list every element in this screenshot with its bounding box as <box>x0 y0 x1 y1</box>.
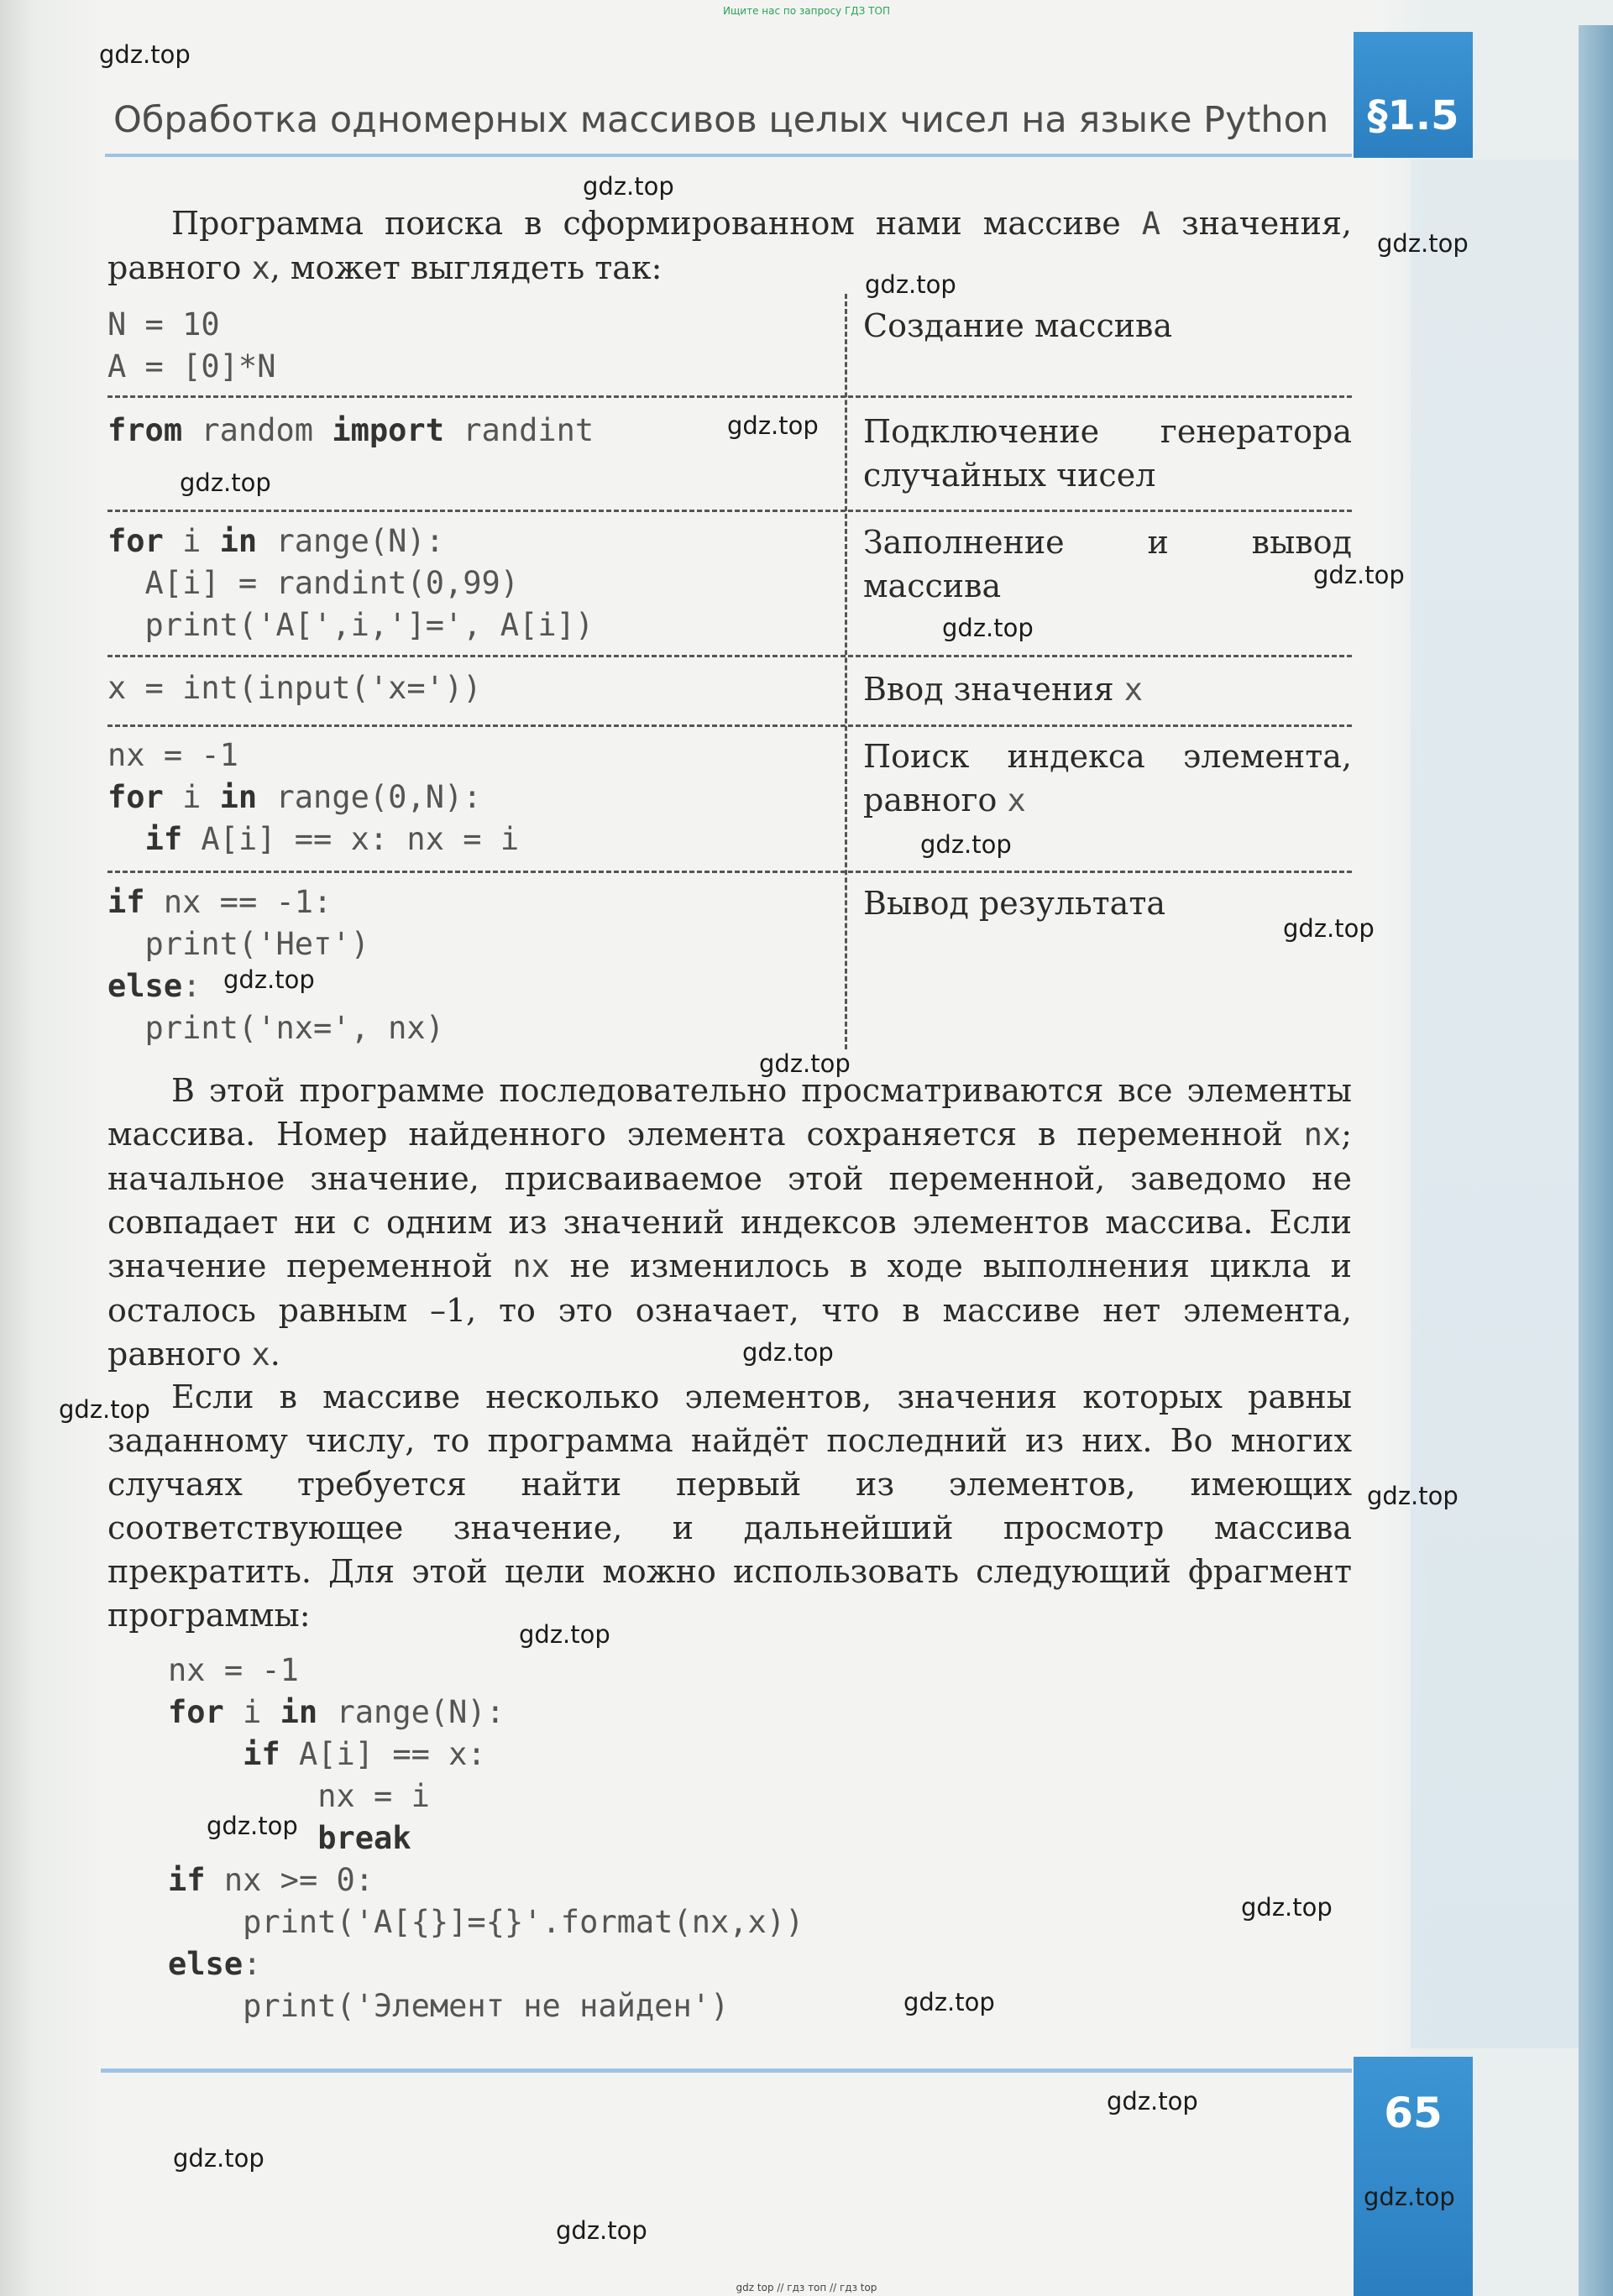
row-separator <box>107 871 1352 873</box>
code-line: else: <box>107 968 202 1004</box>
para1-var-nx-2: nx <box>512 1248 550 1284</box>
code-table <box>107 294 1352 1049</box>
keyword-else: else <box>168 1946 244 1982</box>
code-line: for i in range(N): <box>168 1694 505 1730</box>
keyword-break: break <box>317 1820 411 1856</box>
page-edge <box>1579 25 1613 2296</box>
page-number: 65 <box>1384 2089 1443 2137</box>
watermark: gdz.top <box>1367 1482 1459 1510</box>
code-line: print('A[{}]={}'.format(nx,x)) <box>168 1904 804 1940</box>
watermark: gdz.top <box>903 1988 995 2016</box>
code-line: if A[i] == x: <box>243 1736 486 1772</box>
page-header-title: Обработка одномерных массивов целых чисел на языке Python <box>113 99 1329 141</box>
keyword-else: else <box>107 968 183 1004</box>
para1-text-2: ; начальное значение, присваиваемое этой переменной, заведомо не совпадает ни с одним из значений индексов элементов массива. Если значение переменной <box>107 1116 1352 1284</box>
row-separator <box>107 510 1352 512</box>
desc-var: x <box>1007 782 1026 819</box>
intro-paragraph <box>107 201 1352 290</box>
watermark: gdz.top <box>727 411 819 440</box>
para1-var-x: x <box>251 1336 270 1373</box>
code-line: nx = -1 <box>107 737 238 773</box>
bottom-note: gdz top // гдз топ // гдз top <box>736 2282 877 2293</box>
watermark: gdz.top <box>942 614 1034 642</box>
intro-text-2: значения, равного <box>107 205 1352 286</box>
desc-text: Поиск индекса элемента, равного <box>863 738 1352 819</box>
watermark: gdz.top <box>556 2216 647 2245</box>
row-description <box>863 667 1352 712</box>
intro-text-1: Программа поиска в сформированном нами массиве <box>171 205 1142 242</box>
watermark: gdz.top <box>920 830 1012 859</box>
watermark: gdz.top <box>1364 2183 1455 2211</box>
explanation-paragraph <box>107 1069 1352 1377</box>
intro-var-x: x <box>251 250 270 286</box>
keyword-if: if <box>168 1862 206 1898</box>
watermark: gdz.top <box>1283 914 1375 943</box>
row-description: Создание массива <box>863 307 1173 344</box>
code-line: for i in range(N): <box>107 523 444 559</box>
watermark: gdz.top <box>865 270 956 299</box>
keyword-from: from <box>107 412 183 448</box>
code-line: nx = i <box>168 1778 430 1814</box>
code-line: else: <box>168 1946 262 1982</box>
code-line: N = 10 <box>107 306 220 343</box>
para1-text-3: не изменилось в ходе выполнения цикла и осталось равным –1, то это означает, что в массиве нет элемента, равного <box>107 1247 1353 1373</box>
keyword-for: for <box>107 779 164 815</box>
column-separator <box>845 294 847 1049</box>
keyword-if: if <box>107 884 145 920</box>
para1-text-1: В этой программе последовательно просматриваются все элементы массива. Номер найденного элемента сохраняется в переменной <box>107 1072 1352 1153</box>
code-line: print('Элемент не найден') <box>168 1988 730 2024</box>
code-line: if nx == -1: <box>107 884 333 920</box>
header-rule <box>105 154 1352 157</box>
row-description: Заполнение и вывод массива <box>863 524 1352 604</box>
code-line: A[i] = randint(0,99) <box>107 565 520 601</box>
watermark: gdz.top <box>759 1049 851 1078</box>
desc-var: x <box>1123 672 1143 708</box>
second-paragraph <box>107 1375 1352 1637</box>
keyword-if: if <box>144 821 183 857</box>
watermark: gdz.top <box>583 172 674 201</box>
right-margin-band <box>1411 160 1579 2048</box>
code-line: x = int(input('x=')) <box>107 670 482 706</box>
watermark: gdz.top <box>207 1812 298 1840</box>
code-line: print('A[',i,']=', A[i]) <box>107 607 594 643</box>
keyword-in: in <box>280 1694 318 1730</box>
row-description: Вывод результата <box>863 885 1165 922</box>
section-badge: §1.5 <box>1354 32 1473 158</box>
watermark: gdz.top <box>519 1620 610 1649</box>
top-note: Ищите нас по запросу ГДЗ ТОП <box>723 5 890 17</box>
keyword-in: in <box>219 779 258 815</box>
code-line: from random import randint <box>107 412 594 448</box>
watermark: gdz.top <box>1107 2087 1198 2116</box>
desc-text: Ввод значения <box>863 671 1124 708</box>
code-line: if nx >= 0: <box>168 1862 374 1898</box>
watermark: gdz.top <box>59 1395 150 1424</box>
row-separator <box>107 395 1352 398</box>
row-separator <box>107 724 1352 727</box>
para1-var-nx: nx <box>1303 1117 1342 1153</box>
code-line: for i in range(0,N): <box>107 779 482 815</box>
intro-var-a: A <box>1141 206 1160 242</box>
keyword-for: for <box>168 1694 224 1730</box>
watermark: gdz.top <box>99 40 191 69</box>
watermark: gdz.top <box>1313 561 1405 589</box>
para1-text-4: . <box>270 1336 280 1373</box>
code-line: print('Нет') <box>107 926 369 962</box>
code-line: nx = -1 <box>168 1652 299 1688</box>
code-line: A = [0]*N <box>107 348 276 384</box>
watermark: gdz.top <box>223 965 315 994</box>
keyword-import: import <box>332 412 444 448</box>
row-description <box>863 735 1352 823</box>
code-line: print('nx=', nx) <box>107 1010 444 1046</box>
watermark: gdz.top <box>1241 1893 1333 1922</box>
para2-text: Если в массиве несколько элементов, значения которых равны заданному числу, то программа найдёт последний из них. Во многих случаях требуется найти первый из элементов, имеющих соответствующее значение, и дальнейший просмотр массива прекратить. Для этой цели можно использовать следующий фрагмент программы: <box>107 1378 1352 1634</box>
footer-rule <box>101 2068 1352 2073</box>
watermark: gdz.top <box>173 2144 264 2173</box>
row-separator <box>107 655 1352 657</box>
watermark: gdz.top <box>742 1338 834 1367</box>
keyword-in: in <box>219 523 258 559</box>
code-line: if A[i] == x: nx = i <box>144 821 520 857</box>
watermark: gdz.top <box>180 468 271 497</box>
intro-text-3: , может выглядеть так: <box>270 249 662 286</box>
row-description: Подключение генератора случайных чисел <box>863 413 1352 494</box>
keyword-if: if <box>243 1736 280 1772</box>
watermark: gdz.top <box>1377 229 1469 258</box>
keyword-for: for <box>107 523 164 559</box>
